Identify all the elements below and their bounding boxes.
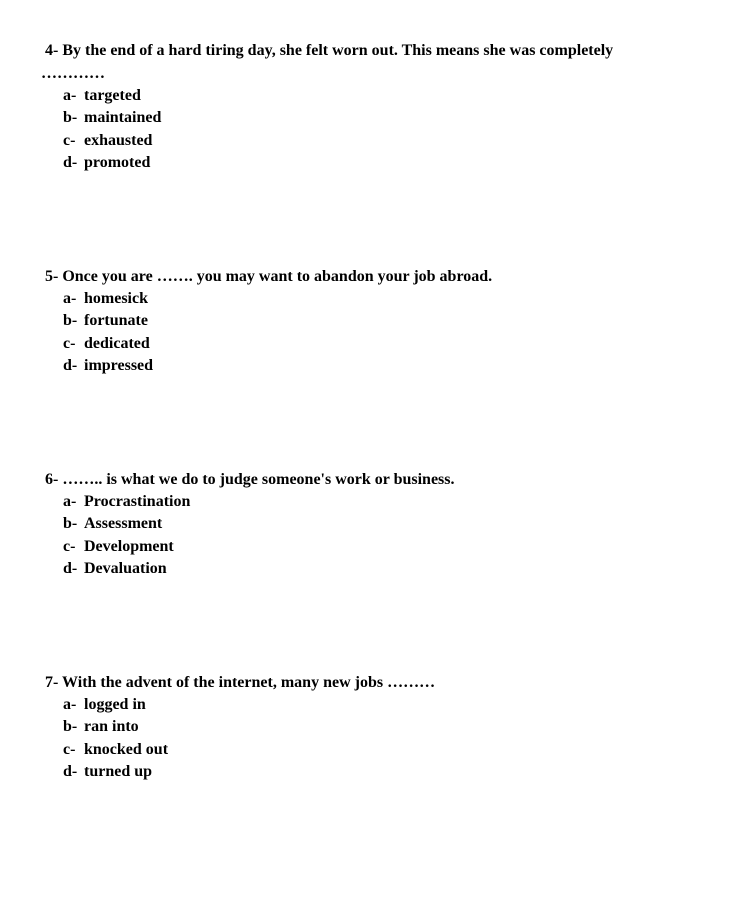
- question-4-option-c[interactable]: [63, 130, 161, 152]
- option-letter: d-: [63, 762, 78, 780]
- question-5-option-b[interactable]: [63, 310, 153, 332]
- question-7-option-a[interactable]: [63, 694, 168, 716]
- option-letter: a-: [63, 493, 77, 510]
- option-letter: b-: [63, 312, 78, 330]
- option-letter: d-: [63, 153, 78, 171]
- question-5-option-c[interactable]: [63, 333, 153, 355]
- question-5-option-d[interactable]: [63, 355, 153, 377]
- question-6-option-d[interactable]: [63, 558, 190, 580]
- question-4-options: [63, 85, 161, 174]
- question-4-text: 4- By the end of a hard tiring day, she felt worn out. This means she was completely: [45, 42, 614, 59]
- question-7-option-d[interactable]: [63, 761, 168, 783]
- question-7-option-b[interactable]: [63, 716, 168, 738]
- option-letter: a-: [63, 696, 77, 713]
- option-text: fortunate: [84, 312, 148, 330]
- option-text: logged in: [84, 696, 146, 713]
- option-text: exhausted: [84, 131, 153, 149]
- option-letter: c-: [63, 740, 76, 758]
- option-letter: b-: [63, 718, 78, 736]
- question-5-text: 5- Once you are ……. you may want to abandon your job abroad.: [45, 268, 493, 285]
- option-letter: c-: [63, 334, 76, 352]
- question-5-option-a[interactable]: [63, 288, 153, 310]
- question-6-options: [63, 491, 190, 580]
- option-text: maintained: [84, 109, 162, 127]
- option-letter: d-: [63, 356, 78, 374]
- question-7-text: 7- With the advent of the internet, many new jobs ………: [45, 674, 436, 691]
- question-7-options: [63, 694, 168, 783]
- option-letter: b-: [63, 515, 78, 533]
- question-6-option-a[interactable]: [63, 491, 190, 513]
- option-letter: b-: [63, 109, 78, 127]
- question-6-text: 6- …….. is what we do to judge someone's work or business.: [45, 471, 455, 488]
- option-text: promoted: [84, 153, 151, 171]
- question-4-option-d[interactable]: [63, 152, 161, 174]
- option-text: Devaluation: [84, 559, 167, 577]
- option-letter: d-: [63, 559, 78, 577]
- option-letter: c-: [63, 131, 76, 149]
- question-5-options: [63, 288, 153, 377]
- option-text: targeted: [84, 87, 141, 104]
- option-text: dedicated: [84, 334, 150, 352]
- option-letter: c-: [63, 537, 76, 555]
- question-6-option-c[interactable]: [63, 536, 190, 558]
- option-letter: a-: [63, 87, 77, 104]
- option-text: Development: [84, 537, 174, 555]
- question-6-option-b[interactable]: [63, 513, 190, 535]
- option-text: Assessment: [84, 515, 163, 533]
- option-text: turned up: [84, 762, 153, 780]
- option-text: homesick: [84, 290, 148, 307]
- option-text: ran into: [84, 718, 139, 736]
- option-letter: a-: [63, 290, 77, 307]
- option-text: impressed: [84, 356, 154, 374]
- question-4-option-a[interactable]: [63, 85, 161, 107]
- question-4-option-b[interactable]: [63, 107, 161, 129]
- option-text: Procrastination: [84, 493, 191, 510]
- question-4-continuation: …………: [41, 65, 105, 82]
- option-text: knocked out: [84, 740, 169, 758]
- question-7-option-c[interactable]: [63, 739, 168, 761]
